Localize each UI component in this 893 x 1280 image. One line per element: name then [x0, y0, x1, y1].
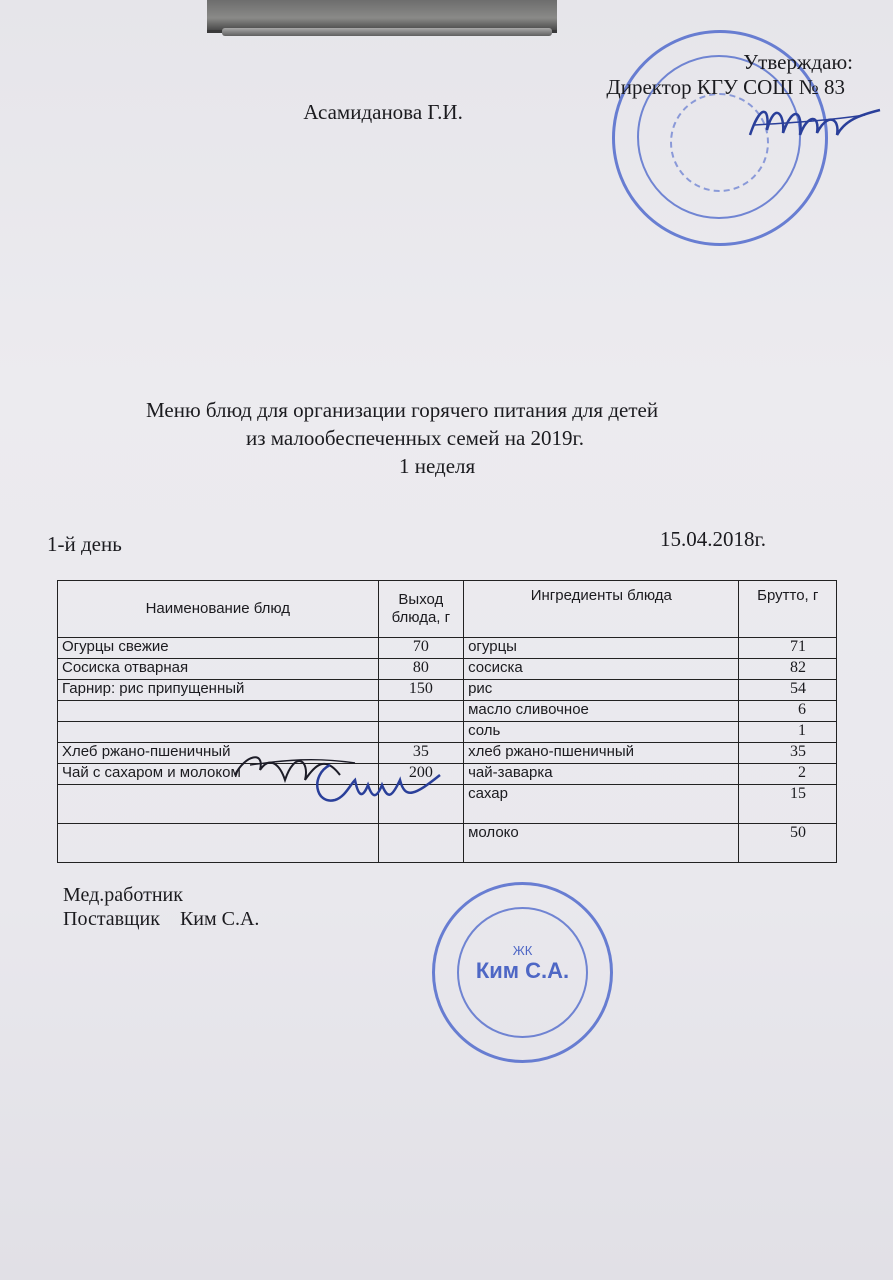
dish-cell: Гарнир: рис припущенный [58, 680, 379, 701]
dish-cell: Чай с сахаром и молоком [58, 764, 379, 785]
brutto-cell: 54 [739, 680, 837, 701]
output-cell: 150 [378, 680, 463, 701]
output-cell: 35 [378, 743, 463, 764]
output-cell: 70 [378, 638, 463, 659]
ingredient-cell: соль [464, 722, 739, 743]
approval-heading: Утверждаю: [743, 50, 853, 74]
brutto-cell: 82 [739, 659, 837, 680]
director-line: Директор КГУ СОШ № 83 [606, 75, 845, 99]
title-line-1: Меню блюд для организации горячего питания для детей [146, 398, 659, 422]
title-line-3: 1 неделя [399, 454, 476, 478]
dish-cell: Огурцы свежие [58, 638, 379, 659]
medic-label: Мед.работник [63, 884, 183, 906]
brutto-cell: 1 [739, 722, 837, 743]
output-cell [378, 701, 463, 722]
output-cell [378, 722, 463, 743]
dish-cell [58, 722, 379, 743]
ingredient-cell: сосиска [464, 659, 739, 680]
header-dish: Наименование блюд [58, 581, 379, 638]
brutto-cell: 35 [739, 743, 837, 764]
title-line-2: из малообеспеченных семей на 2019г. [246, 426, 585, 450]
director-name: Асамиданова Г.И. [303, 100, 463, 124]
seal-emblem [670, 93, 769, 192]
table-row [58, 743, 837, 764]
brutto-cell: 71 [739, 638, 837, 659]
ingredient-cell: рис [464, 680, 739, 701]
table-header-row [58, 581, 837, 638]
dish-cell [58, 701, 379, 722]
table-row [58, 638, 837, 659]
table-row [58, 701, 837, 722]
dish-cell: Хлеб ржано-пшеничный [58, 743, 379, 764]
output-cell [378, 785, 463, 824]
table-row [58, 659, 837, 680]
approval-block [303, 50, 853, 124]
brutto-cell: 15 [739, 785, 837, 824]
ingredient-cell: масло сливочное [464, 701, 739, 722]
supplier-seal-stamp [432, 882, 613, 1063]
seal-name-text: Ким С.А. [475, 958, 570, 983]
seal-zhk-text: ЖК [512, 943, 533, 958]
header-ingredients: Ингредиенты блюда [464, 581, 739, 638]
header-brutto: Брутто, г [739, 581, 837, 638]
supplier-label: Поставщик Ким С.А. [63, 908, 260, 930]
signatures-block [63, 773, 259, 931]
brutto-cell: 2 [739, 764, 837, 785]
menu-date: 15.04.2018г. [660, 527, 766, 551]
dish-cell: Сосиска отварная [58, 659, 379, 680]
brutto-cell: 50 [739, 824, 837, 863]
ingredient-cell: огурцы [464, 638, 739, 659]
brutto-cell: 6 [739, 701, 837, 722]
output-cell: 80 [378, 659, 463, 680]
ingredient-cell: сахар [464, 785, 739, 824]
seal-center-text [435, 943, 610, 984]
output-cell: 200 [378, 764, 463, 785]
output-cell [378, 824, 463, 863]
ingredient-cell: хлеб ржано-пшеничный [464, 743, 739, 764]
clipboard-rod [222, 28, 552, 36]
day-label: 1-й день [47, 532, 122, 556]
table-row [58, 680, 837, 701]
ingredient-cell: чай-заварка [464, 764, 739, 785]
ingredient-cell: молоко [464, 824, 739, 863]
table-row [58, 722, 837, 743]
header-output: Выход блюда, г [378, 581, 463, 638]
